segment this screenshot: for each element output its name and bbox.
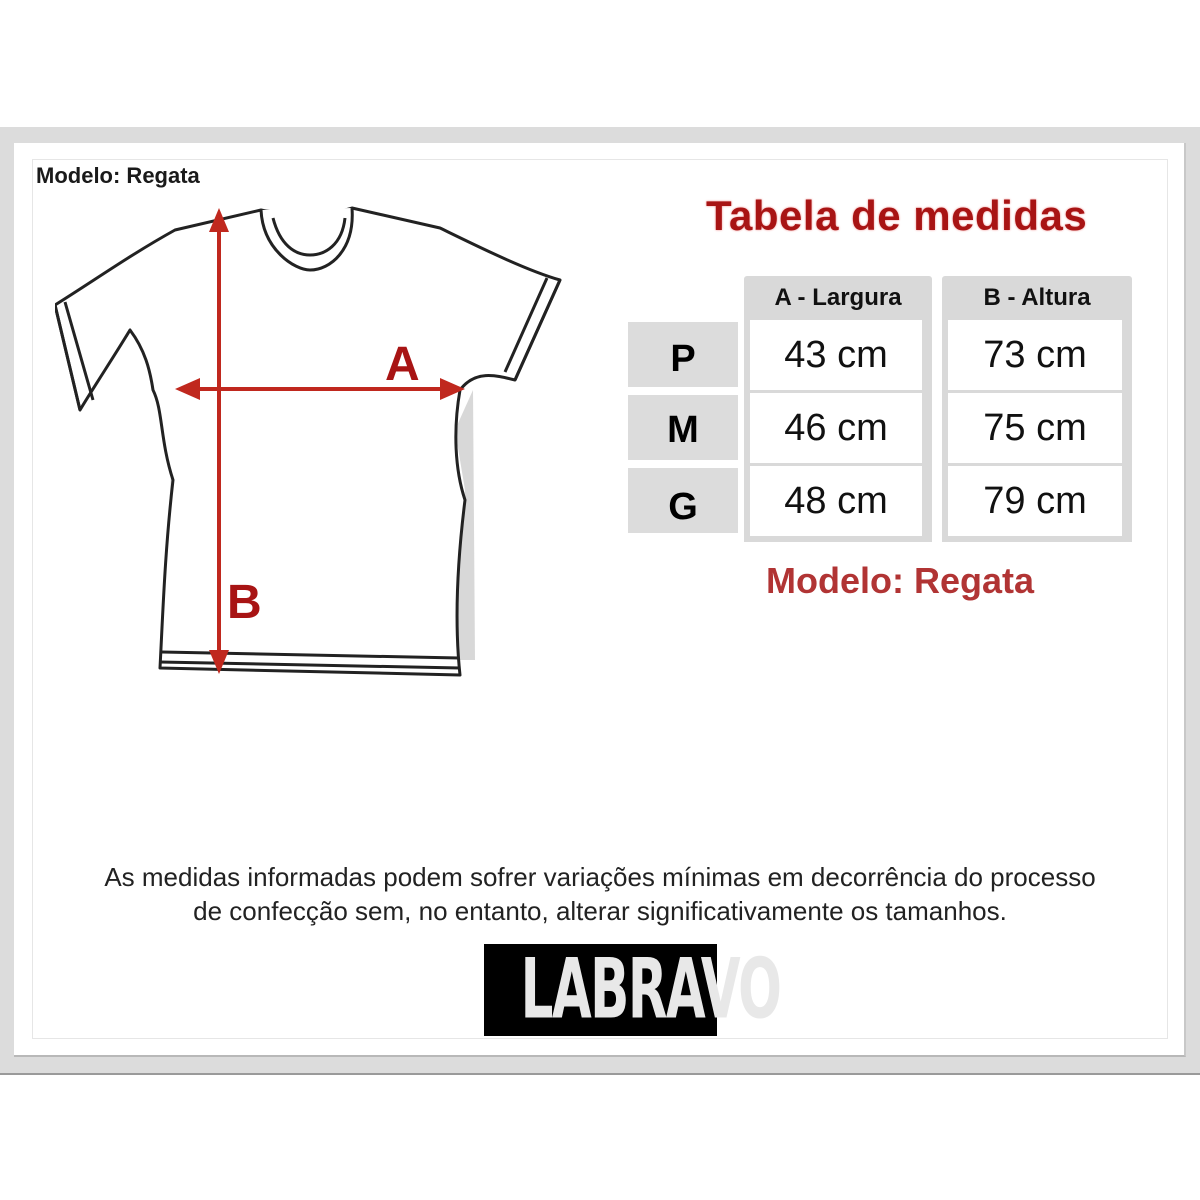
column-largura <box>744 320 932 542</box>
cell-largura-g: 48 cm <box>750 466 922 536</box>
size-label-m: M <box>628 395 738 460</box>
column-header-largura: A - Largura <box>744 276 932 320</box>
cell-altura-p: 73 cm <box>948 320 1122 390</box>
footnote-line-2: de confecção sem, no entanto, alterar significativamente os tamanhos. <box>193 896 1007 926</box>
column-altura <box>942 320 1132 542</box>
page-title: Tabela de medidas <box>706 192 1088 239</box>
brand-logo-text: LABRAVO <box>520 941 781 1038</box>
footnote-line-1: As medidas informadas podem sofrer variações mínimas em decorrência do processo <box>104 862 1096 892</box>
model-caption: Modelo: Regata <box>766 560 1035 601</box>
cell-altura-g: 79 cm <box>948 466 1122 536</box>
model-label: Modelo: Regata <box>36 163 200 188</box>
label-a: A <box>385 338 420 391</box>
brand-logo <box>484 941 781 1038</box>
cell-altura-m: 75 cm <box>948 393 1122 463</box>
cell-largura-m: 46 cm <box>750 393 922 463</box>
size-label-p: P <box>628 322 738 387</box>
tshirt-diagram <box>55 190 595 690</box>
label-b: B <box>227 576 262 629</box>
cell-largura-p: 43 cm <box>750 320 922 390</box>
size-label-g: G <box>628 468 738 533</box>
column-header-altura: B - Altura <box>942 276 1132 320</box>
